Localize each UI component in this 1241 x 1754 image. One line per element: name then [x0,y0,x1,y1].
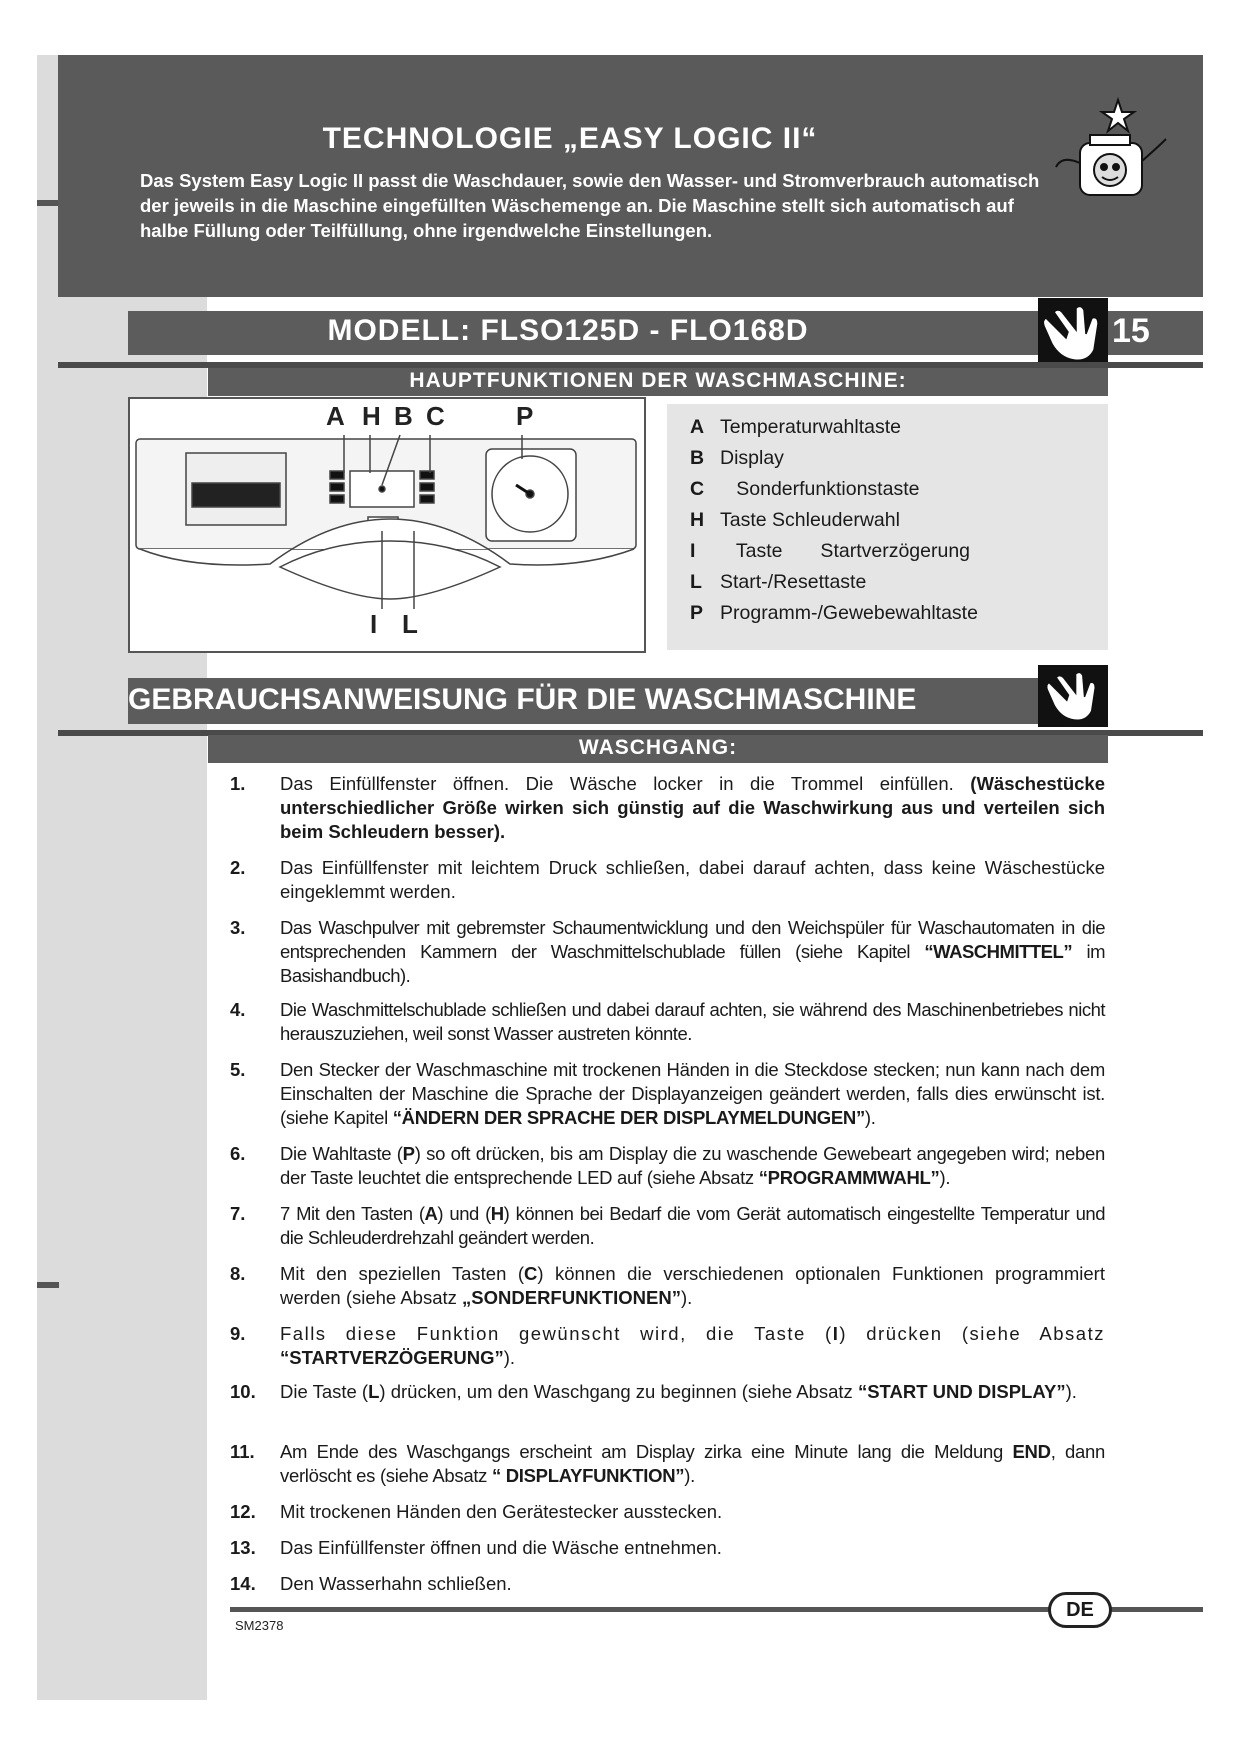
legend-item-l: L Start-/Resettaste [690,571,867,593]
instruction-step-5: 5. Den Stecker der Waschmaschine mit trockenen Händen in die Steckdose stecken; nun kann nach dem Einschalten der Maschine die Sprache der Displayanzeigen geändert werden, falls dies erwünscht ist. (siehe Kapitel “ÄNDERN DER SPRACHE DER DISPLAYMELDUNGEN”). [230,1059,1105,1128]
instruction-step-12: 12. Mit trockenen Händen den Gerätestecker ausstecken. [230,1501,723,1522]
legend-item-i: I Taste Startverzögerung [690,540,971,562]
instruction-step-8: 8. Mit den speziellen Tasten (C) können die verschiedenen optionalen Funktionen programmiert werden (siehe Absatz „SONDERFUNKTIONEN”). [230,1263,1105,1308]
instruction-step-13: 13. Das Einfüllfenster öffnen und die Wäsche entnehmen. [230,1537,722,1558]
margin-tick [37,200,59,206]
main-functions-title: HAUPTFUNKTIONEN DER WASCHMASCHINE: [409,369,907,392]
panel-label-l: L [402,609,418,639]
technology-title: TECHNOLOGIE „EASY LOGIC II“ [322,122,818,155]
panel-label-h: H [362,401,381,431]
document-code: SM2378 [235,1618,284,1633]
technology-description: Das System Easy Logic II passt die Waschdauer, sowie den Wasser- und Stromverbrauch automatisch der jeweils in die Maschine eingefüllten Wäschemenge an. Die Maschine stellt sich automatisch auf halbe Füllung oder Teilfüllung, ohne irgendwelche Einstellungen. [140,170,1040,241]
instruction-step-2: 2. Das Einfüllfenster mit leichtem Druck schließen, dabei darauf achten, dass keine Wäschestücke eingeklemmt werden. [230,857,1105,902]
margin-tick [37,1282,59,1288]
washing-machine-mascot-icon [1050,95,1170,205]
page-number: 15 [1112,312,1150,350]
panel-label-p: P [516,401,534,431]
instruction-step-7: 7. 7 Mit den Tasten (A) und (H) können bei Bedarf die vom Gerät automatisch eingestellte Temperatur und die Schleuderdrehzahl geändert werden. [230,1203,1106,1248]
instruction-step-10: 10. Die Taste (L) drücken, um den Waschgang zu beginnen (siehe Absatz “START UND DISPLAY”). [230,1381,1077,1402]
hand-tab [1038,665,1108,727]
left-margin-band [37,55,207,1700]
legend-item-p: P Programm-/Gewebewahltaste [690,602,978,624]
hand-tab [1038,298,1108,368]
instruction-step-1: 1. Das Einfüllfenster öffnen. Die Wäsche locker in die Trommel einfüllen. (Wäschestücke unterschiedlicher Größe wirken sich günstig auf die Waschwirkung aus und verteilen sich beim Schleudern besser). [230,773,1105,842]
control-panel-illustration [128,397,646,653]
instruction-step-6: 6. Die Wahltaste (P) so oft drücken, bis am Display die zu waschende Gewebeart angegeben wird; neben der Taste leuchtet die entsprechende LED auf (siehe Absatz “PROGRAMMWAHL”). [230,1143,1105,1188]
panel-drawing [130,399,644,651]
legend-item-b: B Display [690,447,784,469]
instruction-step-11: 11. Am Ende des Waschgangs erscheint am Display zirka eine Minute lang die Meldung END, dann verlöscht es (siehe Absatz “ DISPLAYFUNKTION”). [230,1441,1105,1486]
instruction-step-14: 14. Den Wasserhahn schließen. [230,1573,512,1594]
panel-label-i: I [370,609,378,639]
pointing-hand-icon [1038,665,1108,727]
legend-item-a: A Temperaturwahltaste [690,416,902,438]
model-title: MODELL: FLSO125D - FLO168D [327,314,809,347]
language-badge: DE [1048,1592,1112,1628]
instruction-step-9: 9. Falls diese Funktion gewünscht wird, die Taste (I) drücken (siehe Absatz “STARTVERZÖGERUNG”). [230,1323,1105,1368]
instructions-title: GEBRAUCHSANWEISUNG FÜR DIE WASCHMASCHINE [128,683,917,716]
instruction-step-3: 3. Das Waschpulver mit gebremster Schaumentwicklung und den Weichspüler für Waschautomaten in die entsprechenden Kammern der Waschmittelschublade füllen (siehe Kapitel “WASCHMITTEL” im Basishandbuch). [230,917,1105,986]
panel-label-c: C [426,401,445,431]
instruction-step-4: 4. Die Waschmittelschublade schließen und dabei darauf achten, sie während des Maschinenbetriebes nicht herauszuziehen, weil sonst Wasser austreten könnte. [230,999,1105,1044]
pointing-hand-icon [1038,298,1108,368]
panel-label-a: A [326,401,345,431]
legend-item-c: C Sonderfunktionstaste [690,478,920,500]
wash-cycle-title: WASCHGANG: [578,736,738,759]
legend-item-h: H Taste Schleuderwahl [690,509,900,531]
panel-label-b: B [394,401,413,431]
